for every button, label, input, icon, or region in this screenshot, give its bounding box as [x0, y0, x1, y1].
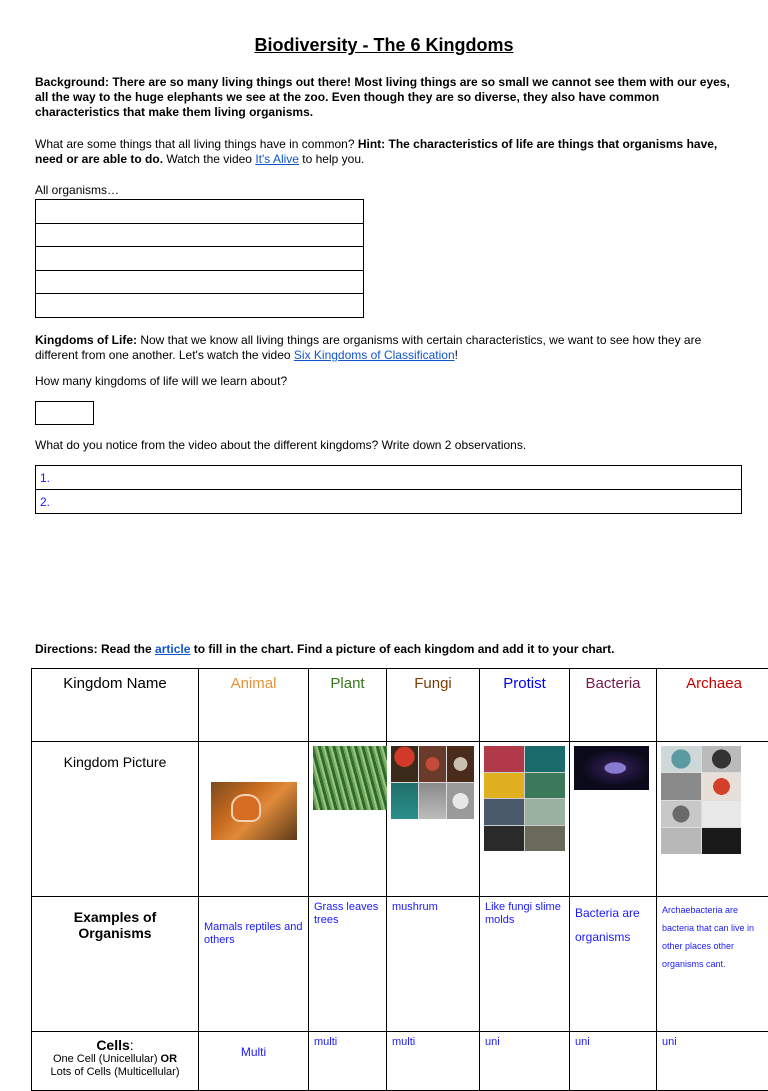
row-label-kingdom-name: Kingdom Name: [32, 669, 199, 742]
row-label-examples: Examples of Organisms: [32, 897, 199, 1032]
watch-suffix: to help you.: [299, 152, 364, 166]
kingdom-count-answer-box[interactable]: [35, 401, 94, 425]
cells-unicellular: One Cell (Unicellular): [53, 1053, 161, 1065]
example-animal[interactable]: Mamals reptiles and others: [199, 897, 309, 1032]
cells-plant[interactable]: multi: [309, 1032, 387, 1091]
archaea-collage-image: [661, 746, 741, 854]
kingdom-picture-row: [32, 742, 768, 897]
grass-image: [313, 746, 387, 810]
kingdoms-suffix: !: [455, 348, 458, 362]
picture-cell-archaea[interactable]: [657, 742, 768, 897]
kingdom-name-row: [32, 669, 768, 742]
cells-label: Cells: [96, 1037, 129, 1053]
question-observations: What do you notice from the video about the different kingdoms? Write down 2 observations.: [35, 438, 735, 453]
answer-line[interactable]: [36, 270, 364, 294]
article-link[interactable]: article: [155, 642, 190, 656]
picture-cell-bacteria[interactable]: [570, 742, 657, 897]
fox-image: [211, 782, 297, 840]
question-how-many-kingdoms: How many kingdoms of life will we learn about?: [35, 374, 735, 389]
kingdoms-of-life-paragraph: [35, 333, 735, 363]
kingdom-name-bacteria: Bacteria: [570, 669, 657, 742]
background-paragraph: Background: There are so many living things out there! Most living things are so small we cannot see them with our eyes, all the way to the huge elephants we see at the zoo. Even though they are so diverse, they also have common characteristics that make them living organisms.: [35, 75, 735, 120]
row-label-cells: [32, 1032, 199, 1091]
cells-or: OR: [161, 1053, 178, 1065]
six-kingdoms-link[interactable]: Six Kingdoms of Classification: [294, 348, 455, 362]
page-title: Biodiversity - The 6 Kingdoms: [0, 35, 768, 56]
cells-archaea[interactable]: uni: [657, 1032, 768, 1091]
cells-colon: :: [130, 1037, 134, 1053]
kingdom-name-archaea: Archaea: [657, 669, 768, 742]
all-organisms-label: All organisms…: [35, 183, 735, 198]
cells-animal[interactable]: Multi: [199, 1032, 309, 1091]
observation-2[interactable]: 2.: [36, 490, 742, 514]
cells-protist[interactable]: uni: [480, 1032, 570, 1091]
kingdoms-label: Kingdoms of Life:: [35, 333, 137, 347]
example-fungi[interactable]: mushrum: [387, 897, 480, 1032]
kingdom-name-plant: Plant: [309, 669, 387, 742]
cells-row: [32, 1032, 768, 1091]
answer-line[interactable]: [36, 223, 364, 247]
bacteria-image: [574, 746, 649, 790]
its-alive-link[interactable]: It's Alive: [255, 152, 299, 166]
cells-multicellular: Lots of Cells (Multicellular): [51, 1066, 180, 1078]
cells-fungi[interactable]: multi: [387, 1032, 480, 1091]
example-protist[interactable]: Like fungi slime molds: [480, 897, 570, 1032]
kingdoms-text: Now that we know all living things are organisms with certain characteristics, we want to see how they are different from one another. Let's watch the video: [35, 333, 701, 362]
watch-prefix: Watch the video: [163, 152, 255, 166]
protist-collage-image: [484, 746, 565, 851]
kingdoms-chart: [31, 668, 768, 1091]
picture-cell-animal[interactable]: [199, 742, 309, 897]
example-archaea[interactable]: Archaebacteria are bacteria that can live in other places other organisms cant.: [657, 897, 768, 1032]
directions-paragraph: [35, 642, 735, 657]
hint-text: Hint: The characteristics of life are things that organisms have, need or are able to do.: [35, 137, 717, 166]
directions-prefix: Directions: Read the: [35, 642, 155, 656]
answer-line[interactable]: [36, 294, 364, 318]
kingdom-name-protist: Protist: [480, 669, 570, 742]
answer-line[interactable]: [36, 200, 364, 224]
cells-bacteria[interactable]: uni: [570, 1032, 657, 1091]
all-organisms-answer-table: [35, 199, 364, 318]
picture-cell-plant[interactable]: [309, 742, 387, 897]
kingdom-name-fungi: Fungi: [387, 669, 480, 742]
observation-1[interactable]: 1.: [36, 466, 742, 490]
question-common-characteristics: [35, 137, 735, 167]
example-bacteria[interactable]: Bacteria are organisms: [570, 897, 657, 1032]
row-label-kingdom-picture: Kingdom Picture: [32, 742, 199, 897]
fungi-collage-image: [391, 746, 474, 819]
examples-row: [32, 897, 768, 1032]
question-text: What are some things that all living things have in common?: [35, 137, 358, 151]
directions-suffix: to fill in the chart. Find a picture of each kingdom and add it to your chart.: [190, 642, 614, 656]
picture-cell-fungi[interactable]: [387, 742, 480, 897]
picture-cell-protist[interactable]: [480, 742, 570, 897]
kingdom-name-animal: Animal: [199, 669, 309, 742]
observations-table: [35, 465, 742, 514]
answer-line[interactable]: [36, 247, 364, 271]
example-plant[interactable]: Grass leaves trees: [309, 897, 387, 1032]
